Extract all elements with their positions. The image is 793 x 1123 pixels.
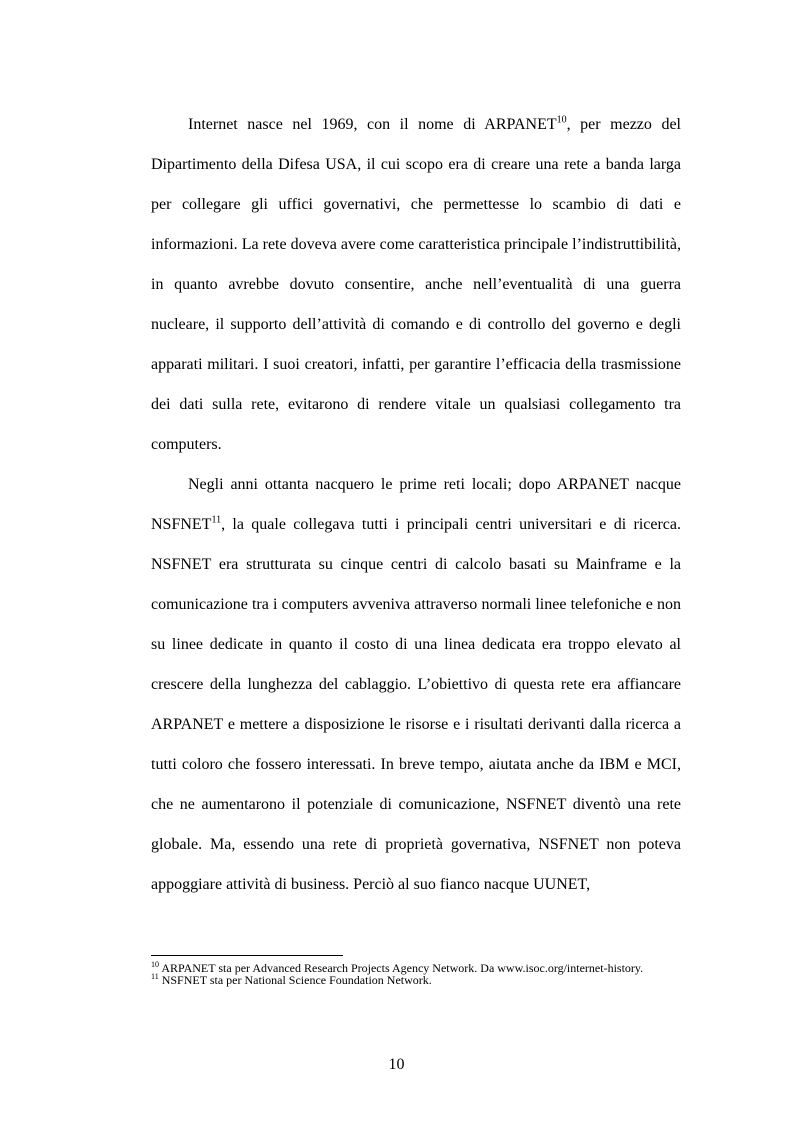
body-text bbox=[151, 105, 681, 905]
paragraph-arpanet bbox=[151, 105, 681, 465]
paragraph-text: , per mezzo del Dipartimento della Difesa USA, il cui scopo era di creare una rete a banda larga per collegare gli uffici governativi, che permettesse lo scambio di dati e informazioni. La rete doveva avere come caratteristica principale l’indistruttibilità, in quanto avrebbe dovuto consentire, anche nell’eventualità di una guerra nucleare, il supporto dell’attività di comando e di controllo del governo e degli apparati militari. I suoi creatori, infatti, per garantire l’efficacia della trasmissione dei dati sulla rete, evitarono di rendere vitale un qualsiasi collegamento tra computers. bbox=[151, 116, 681, 453]
footnote-ref-10: 10 bbox=[556, 114, 567, 126]
footnote-number: 10 bbox=[151, 960, 159, 969]
footnote-number: 11 bbox=[151, 972, 159, 981]
paragraph-text: , la quale collegava tutti i principali centri universitari e di ricerca. NSFNET era strutturata su cinque centri di calcolo basati su Mainframe e la comunicazione tra i computers avveniva attraverso normali linee telefoniche e non su linee dedicate in quanto il costo di una linea dedicata era troppo elevato al crescere della lunghezza del cablaggio. L’obiettivo di questa rete era affiancare ARPANET e mettere a disposizione le risorse e i risultati derivanti dalla ricerca a tutti coloro che fossero interessati. In breve tempo, aiutata anche da IBM e MCI, che ne aumentarono il potenziale di comunicazione, NSFNET diventò una rete globale. Ma, essendo una rete di proprietà governativa, NSFNET non poteva appoggiare attività di business. Perciò al suo fianco nacque UUNET, bbox=[151, 516, 681, 893]
paragraph-text: Negli anni ottanta nacquero le prime reti locali; dopo ARPANET nacque NSFNET bbox=[151, 476, 681, 533]
footnote-ref-11: 11 bbox=[211, 514, 222, 526]
footnote-separator bbox=[151, 955, 343, 956]
footnotes bbox=[151, 962, 681, 986]
footnote-text: ARPANET sta per Advanced Research Projects Agency Network. Da www.isoc.org/internet-history. bbox=[161, 961, 644, 975]
footnote-text: NSFNET sta per National Science Foundation Network. bbox=[161, 973, 432, 987]
footnote-11 bbox=[151, 974, 681, 986]
page-number: 10 bbox=[388, 1056, 405, 1073]
paragraph-text: Internet nasce nel 1969, con il nome di ARPANET bbox=[188, 116, 557, 133]
paragraph-nsfnet bbox=[151, 465, 681, 905]
